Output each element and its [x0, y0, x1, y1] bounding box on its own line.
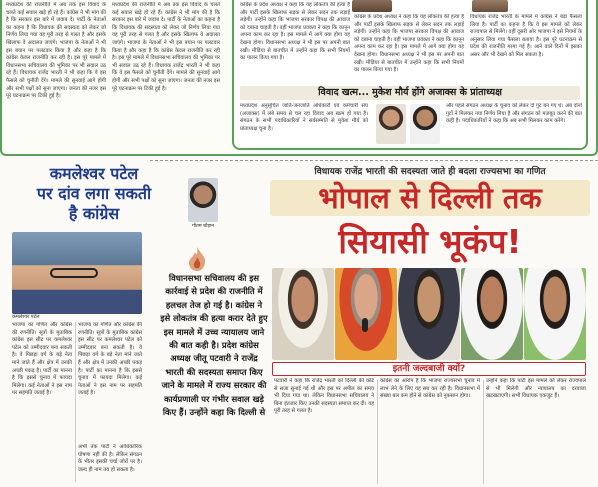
- top-photo-1: [352, 0, 392, 12]
- insert-text-col-1: पटवारी ने कहा कि राजेंद्र भारती को दिल्ली की कोर्ट से सजा सुनाई गई थी और इस पर अपील का समय भी दिया गया था। लेकिन विधानसभा सचिवालय ने बिना इंतजार किए उनकी सदस्यता समाप्त कर दी। यह पूरी तरह से गलत है।: [274, 378, 374, 415]
- leader-photo-1: [272, 268, 334, 360]
- vivad-headline: विवाद खत्म... मुकेश मौर्य होंगे अजाक्स के प्रांताध्यक्ष: [318, 87, 502, 98]
- leader-photo-5: [524, 268, 586, 360]
- left-col-text-1: भाजपा का गणित और कांग्रेस की रणनीति। सूत्रों के मुताबिक कांग्रेस इस सीट पर कमलेश्वर पटेल को उम्मीदवार बना सकती है। वे पिछड़ा वर्ग के बड़े नेता माने जाते हैं और क्षेत्र में उनकी अच्छी पकड़ है। पार्टी का मानना है कि इससे चुनाव में फायदा मिलेगा। कई नेताओं ने इस नाम पर सहमति जताई है।: [12, 322, 72, 397]
- leader-photo-3: [398, 268, 460, 360]
- left-headline-line-3: है कांग्रेस: [68, 204, 120, 223]
- leader-photo-2: [335, 268, 397, 360]
- top-left-column: मध्यप्रदेश की राजनीति में अब तक इस विवाद के चलते कई सवाल खड़े हो रहे हैं। कांग्रेस ने भी मांग की है कि सरकार इस बारे में जवाब दे। पार्टी के नेताओं का कहना है कि विधायक की सदस्यता को लेकर जो निर्णय लिया गया वह पूरी तरह से गलत है और इसके खिलाफ वे अदालत जाएंगे। भाजपा के नेताओं ने भी इस बयान पर पलटवार किया है और कहा है कि कांग्रेस केवल राजनीति कर रही है। इस पूरे मामले में विधानसभा सचिवालय की भूमिका पर भी सवाल उठ रहे हैं। विधायक राजेंद्र भारती ने भी कहा कि वे इस फैसले को चुनौती देंगे। मामले की सुनवाई आगे होगी और सभी पक्षों को सुना जाएगा। जनता की नजर इस पूरे घटनाक्रम पर टिकी हुई है।: [6, 2, 106, 100]
- top-mid-column-2: कांग्रेस के प्रदेश अध्यक्ष ने कहा कि यह लोकतंत्र की हत्या है और पार्टी इसके खिलाफ सड़क से लेकर सदन तक लड़ाई लड़ेगी। उन्होंने कहा कि भाजपा सरकार विपक्ष की आवाज को दबाना चाहती है। वहीं भाजपा प्रवक्ता ने कहा कि कानून अपना काम कर रहा है। इस मामले में आगे क्या होगा यह देखना होगा। विधानसभा अध्यक्ष ने भी इस पर अपनी बात रखी। मीडिया से बातचीत में उन्होंने कहा कि सभी नियमों का पालन किया गया है।: [354, 14, 464, 74]
- vivad-text-left: मध्यप्रदेश अनुसूचित जाति-जनजाति अधिकारी एवं कर्मचारी संघ (अजाक्स) में लंबे समय से चल रहा विवाद अब खत्म हो गया है। संगठन के सभी पदाधिकारियों ने सर्वसम्मति से मुकेश मौर्य को प्रांताध्यक्ष चुना है।: [240, 103, 368, 132]
- insert-divider-2: [483, 380, 484, 484]
- insert-text-col-3: उन्होंने कहा कि पार्टी इस मामले को लेकर राज्यपाल से भी मिलेगी और न्यायालय का दरवाजा खटखटाएगी। सभी विधायक एकजुट हैं।: [486, 378, 586, 400]
- leader-photo-4: [461, 268, 523, 360]
- vivad-text-right: और पहले संगठन अध्यक्ष के चुनाव को लेकर दो गुट बन गए थे। अब दोनों गुटों ने मिलकर नया निर्णय लिया है और संगठन को मजबूत करने की बात कही है। पदाधिकारियों ने कहा कि अब सभी मिलकर काम करेंगे।: [446, 103, 582, 125]
- top-photo-2: [472, 0, 508, 12]
- insert-text-col-2: कांग्रेस का आरोप है कि भाजपा राज्यसभा चुनाव में लाभ लेने के लिए यह सब कर रही है। विधानसभा में संख्या बल कम होने से कांग्रेस को नुकसान होगा।: [380, 378, 480, 400]
- left-headline-line-1: कमलेश्वर पटेल: [49, 164, 139, 183]
- left-photo-caption: कमलेश्वर पटेल: [12, 314, 40, 320]
- main-headline-line-2: सियासी भूकंप!: [338, 222, 522, 261]
- vivad-photo-1: [376, 104, 406, 144]
- small-person-photo: [188, 178, 218, 222]
- main-story-divider: [150, 160, 598, 161]
- insert-divider-1: [377, 380, 378, 484]
- left-headline-line-2: पर दांव लगा सकती: [36, 184, 152, 203]
- top-mid-column: कांग्रेस के प्रदेश अध्यक्ष ने कहा कि यह लोकतंत्र की हत्या है और पार्टी इसके खिलाफ सड़क से लेकर सदन तक लड़ाई लड़ेगी। उन्होंने कहा कि भाजपा सरकार विपक्ष की आवाज को दबाना चाहती है। वहीं भाजपा प्रवक्ता ने कहा कि कानून अपना काम कर रहा है। इस मामले में आगे क्या होगा यह देखना होगा। विधानसभा अध्यक्ष ने भी इस पर अपनी बात रखी। मीडिया से बातचीत में उन्होंने कहा कि सभी नियमों का पालन किया गया है।: [240, 2, 350, 62]
- insert-headline: इतनी जल्दबाजी क्यों?: [392, 364, 466, 374]
- left-col-divider: [75, 322, 76, 482]
- small-photo-caption: गौतम चौहान: [192, 224, 214, 229]
- microphone-icon: [362, 318, 368, 332]
- vivad-photo-2: [410, 104, 440, 144]
- top-left-column-2: मध्यप्रदेश की राजनीति में अब तक इस विवाद के चलते कई सवाल खड़े हो रहे हैं। कांग्रेस ने भी मांग की है कि सरकार इस बारे में जवाब दे। पार्टी के नेताओं का कहना है कि विधायक की सदस्यता को लेकर जो निर्णय लिया गया वह पूरी तरह से गलत है और इसके खिलाफ वे अदालत जाएंगे। भाजपा के नेताओं ने भी इस बयान पर पलटवार किया है और कहा है कि कांग्रेस केवल राजनीति कर रही है। इस पूरे मामले में विधानसभा सचिवालय की भूमिका पर भी सवाल उठ रहे हैं। विधायक राजेंद्र भारती ने भी कहा कि वे इस फैसले को चुनौती देंगे। मामले की सुनवाई आगे होगी और सभी पक्षों को सुना जाएगा। जनता की नजर इस पूरे घटनाक्रम पर टिकी हुई है।: [112, 2, 220, 92]
- left-col-text-2: भाजपा का गणित और कांग्रेस की रणनीति। सूत्रों के मुताबिक कांग्रेस इस सीट पर कमलेश्वर पटेल को उम्मीदवार बना सकती है। वे पिछड़ा वर्ग के बड़े नेता माने जाते हैं और क्षेत्र में उनकी अच्छी पकड़ है। पार्टी का मानना है कि इससे चुनाव में फायदा मिलेगा। कई नेताओं ने इस नाम पर सहमति जताई है।: [78, 322, 142, 397]
- main-headline-line-1: भोपाल से दिल्ली तक: [318, 181, 542, 215]
- main-summary: विधानसभा सचिवालय की इस कार्रवाई से प्रदेश की राजनीति में हलचल तेज हो गई है। कांग्रेस ने इसे लोकतंत्र की हत्या करार देते हुए इस मामले में उच्च न्यायालय जाने की बात कही है। प्रदेश कांग्रेस अध्यक्ष जीतू पटवारी ने राजेंद्र भारती की सदस्यता समाप्त किए जाने के मामले में राज्य सरकार की कार्यप्रणाली पर गंभीर सवाल खड़े किए हैं। उन्होंने कहा कि दिल्ली से: [160, 273, 268, 418]
- left-col-text-3: अभी तक पार्टी ने आधिकारिक घोषणा नहीं की है। लेकिन संगठन के भीतर इसकी चर्चा जोरों पर है। जल्द ही नाम तय हो सकता है।: [78, 444, 142, 473]
- left-photo-glasses: [50, 268, 98, 278]
- flame-icon: [186, 246, 208, 272]
- top-right-column: विधायक राजेंद्र भारती के मामले में कांग्रेस ने बड़ा फैसला लिया है। पार्टी का कहना है कि वे इस मामले को लेकर राज्यपाल से मिलेंगे। वहीं दूसरी ओर भाजपा ने इसे नियमों के अनुसार लिया गया फैसला बताया है। इस पूरे घटनाक्रम से प्रदेश की राजनीति गरमा गई है। आने वाले दिनों में इसका असर और भी देखने को मिल सकता है।: [470, 14, 582, 58]
- main-kicker: विधायक राजेंद्र भारती की सदस्यता जाते ही बदला राज्यसभा का गणित: [314, 167, 546, 177]
